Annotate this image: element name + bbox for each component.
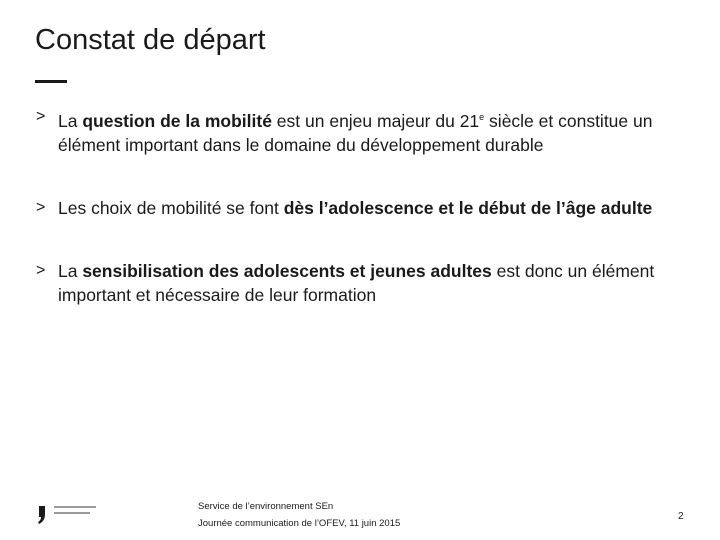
footer-event: Journée communication de l’OFEV, 11 juin 2015: [198, 518, 401, 529]
text-segment: La: [58, 261, 83, 281]
bullet-text: [58, 105, 686, 157]
text-segment: La: [58, 111, 83, 131]
text-segment: est un enjeu majeur du 21: [271, 111, 480, 131]
bullet-marker: >: [36, 262, 46, 279]
organization-logo: [35, 500, 115, 530]
bullet-list: [36, 105, 686, 307]
logo-icon: [35, 500, 115, 530]
bullet-text: [58, 196, 652, 220]
footer-info: [198, 498, 400, 532]
text-segment: siècle et constitue un élément important dans le domaine du développement durable: [58, 111, 653, 155]
page-number: 2: [678, 511, 684, 522]
bullet-item: [36, 259, 686, 307]
bullet-marker: >: [36, 199, 46, 216]
bullet-text: [58, 259, 686, 307]
bold-text: question de la mobilité: [82, 111, 272, 131]
footer-department: Service de l’environnement SEn: [198, 501, 334, 512]
bold-text: dès l’adolescence et le début de l’âge adulte: [283, 198, 653, 218]
bold-text: sensibilisation des adolescents et jeunes adultes: [82, 261, 492, 281]
bullet-marker: >: [36, 108, 46, 125]
slide-title: Constat de départ: [35, 24, 266, 56]
superscript-text: e: [479, 112, 485, 122]
text-segment: Les choix de mobilité se font: [58, 198, 284, 218]
bullet-item: [36, 105, 686, 157]
bullet-item: [36, 196, 686, 220]
title-underline: [35, 80, 67, 83]
text-segment: est donc un élément important et nécessaire de leur formation: [58, 261, 655, 305]
